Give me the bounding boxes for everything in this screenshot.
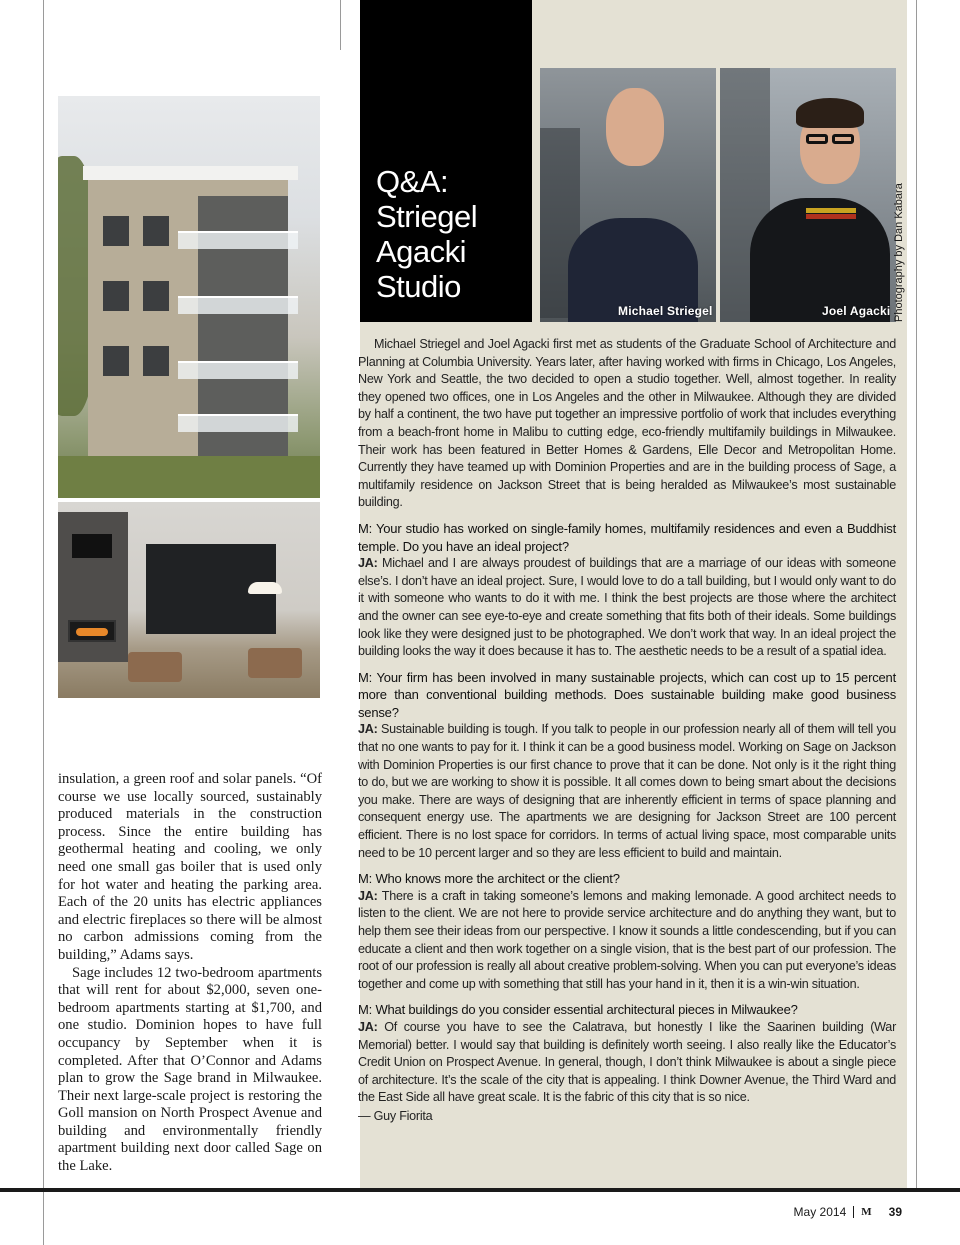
answer-label: JA: <box>358 722 378 737</box>
qa-answer <box>358 1019 896 1107</box>
left-margin-rule <box>43 0 44 1245</box>
answer-label: JA: <box>358 1019 378 1034</box>
qa-intro: Michael Striegel and Joel Agacki first met as students of the Graduate School of Architecture and Planning at Columbia University. Years later, after having worked with firms in Chicago, Los Angeles, New York and Seattle, the two decided to open a studio together. Well, almost together. In reality they opened two offices, one in Los Angeles and the other in Milwaukee. Although they are divided by half a continent, the two have put together an impressive portfolio of work that includes everything from a beach-front home in Malibu to cutting edge, eco-friendly multifamily buildings in Milwaukee. Their work has been featured in Better Homes & Gardens, Elle Decor and Metropolitan Home. Currently they have teamed up with Dominion Properties and are in the building process of Sage, a multifamily residence on Jackson Street that is being heralded as Milwaukee’s most sustainable building. <box>358 337 896 510</box>
qa-question: M: Your studio has worked on single-family homes, multifamily residences and even a Buddhist temple. Do you have an ideal project? <box>358 520 896 554</box>
issue-date: May 2014 <box>793 1205 847 1219</box>
article-body-left <box>58 771 322 1176</box>
footer-separator <box>853 1206 854 1218</box>
body-paragraph: Sage includes 12 two-bedroom apartments that will rent for about $2,000, seven one-bedroom apartments starting at $1,700, and one studio. Dominion hopes to have full occupancy by September when it is completed. After that O’Connor and Adams plan to grow the Sage brand in Milwaukee. Their next large-scale project is restoring the Goll mansion on North Prospect Avenue and building and environmentally friendly apartment building next door called Sage on the Lake. <box>58 964 322 1175</box>
answer-text: Sustainable building is tough. If you talk to people in our profession nearly all of them will tell you that no one wants to pay for it. I think it can be a good business model. Working on Sage on Jackson with Dominion Properties is our first chance to prove that it can be done. Not only is it the right thing to do, but we are working to show it is possible. It all comes down to being smart about the decisions you make. There are ways of designing that are inherently efficient in terms of space planning and consequent energy use. The apartments we are designing for Jackson Street are 100 percent efficient. There is no lost space for corridors. In terms of actual living space, most comparable units need to be 10 percent larger and so they are less efficient to build and maintain. <box>358 722 896 860</box>
kitchen-interior-photo <box>58 502 320 698</box>
qa-item <box>358 870 896 993</box>
qa-answer <box>358 721 896 862</box>
qa-question: M: What buildings do you consider essential architectural pieces in Milwaukee? <box>358 1002 798 1018</box>
photo-credit: Photography by Dan Kabara <box>893 183 905 322</box>
page-footer <box>794 1205 902 1219</box>
qa-question: M: Your firm has been involved in many sustainable projects, which can cost up to 15 percent more than conventional building methods. Does sustainable building make good business sense? <box>358 669 896 720</box>
answer-label: JA: <box>358 888 378 903</box>
gutter-rule <box>340 0 341 50</box>
portrait-michael-striegel <box>540 68 716 322</box>
qa-item <box>358 520 896 661</box>
page-number: 39 <box>888 1205 902 1219</box>
qa-answer <box>358 555 896 661</box>
portrait-caption: Joel Agacki <box>822 304 891 318</box>
body-paragraph: insulation, a green roof and solar panels. “Of course we use locally sourced, sustainably produced materials in the construction process. Since the entire building has geothermal heating and cooling, we only need one small gas boiler that is used only for hot water and heating the parking area. Each of the 20 units has electric appliances and electric fireplaces so there will be almost no carbon admissions coming from the building,” Adams says. <box>58 771 322 963</box>
qa-question: M: Who knows more the architect or the client? <box>358 871 620 887</box>
answer-text: There is a craft in taking someone’s lemons and making lemonade. A good architect needs to listen to the client. We are not here to provide service architecture and do anything they want, but to help them see their ideas from our perspective. I know it sounds a little condescending, but if you can educate a client and then work together on a single vision, that is the best part of our profession. The root of our profession is really all about creative problem-solving. When you can put everyone’s ideas together and come up with something that still has your hand in it, then it is a win-win situation. <box>358 888 896 991</box>
answer-text: Michael and I are always proudest of buildings that are a marriage of our ideas with someone else’s. I don’t have an ideal project. Sure, I would love to do a tall building, but I would only want to do it with someone who wants to do it with me. I think the best projects are those where the architect and the owner can see eye-to-eye and create something that fits both of their ideals. Some buildings look like they were designed just to be photographed. We don’t work that way. In an ideal project the building looks the way it does because it has to. The aesthetic needs to be a result of a spatial idea. <box>358 556 897 659</box>
qa-title: Q&A: Striegel Agacki Studio <box>376 164 478 304</box>
qa-item <box>358 1001 896 1107</box>
qa-item <box>358 669 896 863</box>
right-margin-rule <box>916 0 917 1190</box>
portrait-caption: Michael Striegel <box>618 304 713 318</box>
portrait-joel-agacki <box>720 68 896 322</box>
building-rendering-photo <box>58 96 320 498</box>
answer-label: JA: <box>358 556 378 571</box>
byline: — Guy Fiorita <box>358 1108 433 1123</box>
answer-text: Of course you have to see the Calatrava, but honestly I like the Saarinen building (War Memorial) better. I would say that building is definitely worth seeing. I also really like the Educator’s Credit Union on Prospect Avenue. In general, though, I don’t think Milwaukee is about a single piece of architecture. It’s the scale of the city that is appealing. I think Downer Avenue, the Third Ward and the East Side all have great scale. It is the fabric of this city that is so nice. <box>358 1019 897 1105</box>
qa-text <box>358 336 896 1134</box>
magazine-logo: M <box>861 1206 872 1218</box>
footer-rule <box>0 1188 960 1192</box>
qa-answer <box>358 888 896 994</box>
